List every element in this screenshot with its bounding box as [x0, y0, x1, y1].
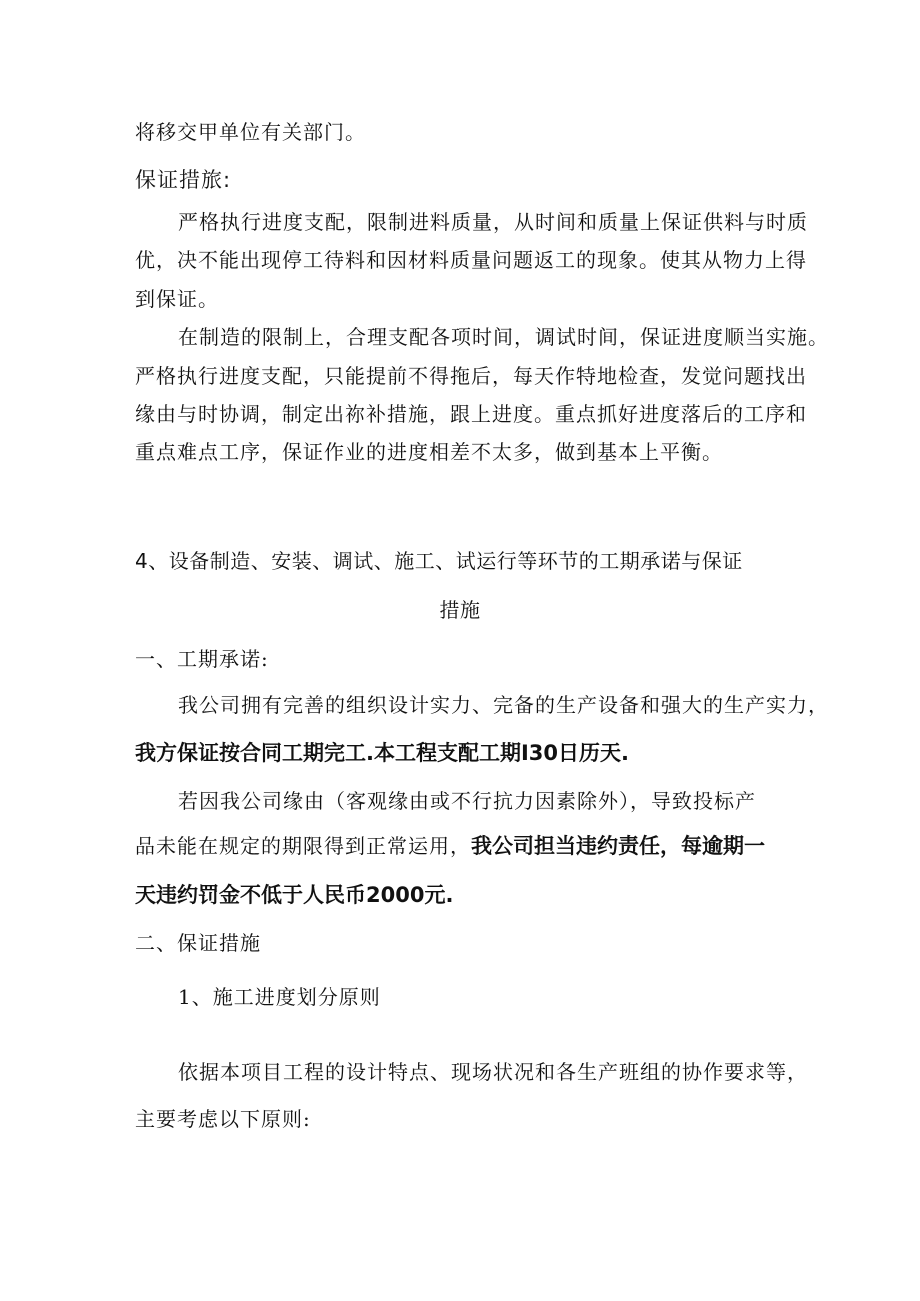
section-4-title-line-2: 措施: [439, 598, 481, 622]
paragraph-1-line-2: 优，决不能出现停工待料和因材料质量问题返工的现象。使其从物力上得: [135, 248, 807, 272]
part-2-line-2: 主要考虑以下原则:: [135, 1107, 311, 1131]
part-1-line-4-normal: 品未能在规定的期限得到正常运用，: [135, 834, 471, 858]
section-4-title-line-1: 4、设备制造、安装、调试、施工、试运行等环节的工期承诺与保证: [135, 549, 743, 573]
paragraph-1-line-3: 到保证。: [135, 287, 219, 311]
paragraph-intro-line: 将移交甲单位有关部门。: [135, 120, 366, 144]
paragraph-2-line-4: 重点难点工序，保证作业的进度相差不太多，做到基本上平衡。: [135, 440, 723, 464]
part-2-subheading-1: 1、施工进度划分原则: [178, 985, 381, 1009]
part-1-line-1: 我公司拥有完善的组织设计实力、完备的生产设备和强大的生产实力，: [178, 693, 829, 717]
part-1-line-3: 若因我公司缘由（客观缘由或不行抗力因素除外），导致投标产: [178, 789, 756, 813]
paragraph-2-line-2: 严格执行进度支配，只能提前不得拖后，每天作特地检查，发觉问题找出: [135, 364, 807, 388]
part-1-line-5-bold: 天违约罚金不低于人民币2000元.: [135, 883, 454, 907]
part-1-line-2-bold: 我方保证按合同工期完工.本工程支配工期I30日历天.: [135, 741, 629, 765]
part-1-heading: 一、工期承诺:: [135, 647, 269, 671]
guarantee-measures-heading: 保证措旅:: [135, 168, 232, 192]
paragraph-2-line-1: 在制造的限制上，合理支配各项时间，调试时间，保证进度顺当实施。: [178, 325, 829, 349]
part-1-line-4: [135, 834, 765, 858]
paragraph-2-line-3: 缘由与时协调，制定出祢补措施，跟上进度。重点抓好进度落后的工序和: [135, 402, 807, 426]
part-2-heading: 二、保证措施: [135, 931, 261, 955]
paragraph-1-line-1: 严格执行进度支配，限制进料质量，从时间和质量上保证供料与时质: [178, 210, 808, 234]
part-1-line-4-bold: 我公司担当违约责任，每逾期一: [471, 834, 765, 858]
part-2-line-1: 依据本项目工程的设计特点、现场状况和各生产班组的协作要求等，: [178, 1060, 808, 1084]
